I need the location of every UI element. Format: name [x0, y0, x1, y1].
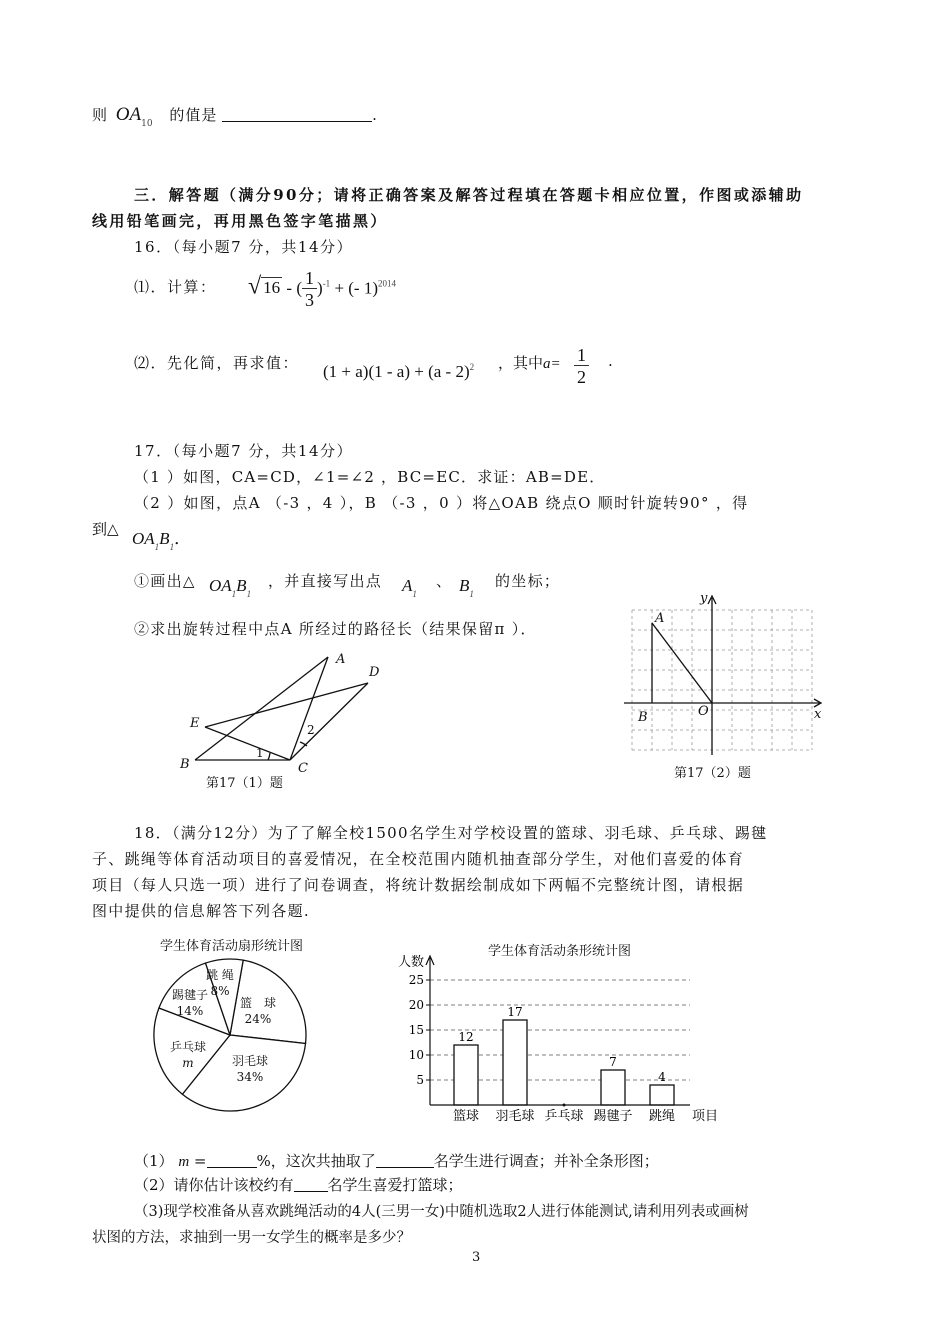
q18-sub2-end: 名学生喜爱打篮球；: [327, 1176, 463, 1194]
segment-ba: [195, 657, 328, 760]
q18-sub2-prefix: （2）请你估计该校约有: [134, 1176, 294, 1194]
q16-tail: + (- 1): [334, 278, 379, 298]
bar-ytick-label-3: 20: [408, 998, 424, 1012]
q17-point-b1: $B_1$: [459, 576, 474, 599]
q17-task2: ②求出旋转过程中点A 所经过的路径长（结果保留π ）．: [134, 620, 537, 638]
q17-point-a1: $A_1$: [402, 576, 417, 599]
q15-var: OA: [115, 104, 142, 125]
q18-sub1: [134, 1150, 659, 1171]
q16-part1-label: ⑴．计算：: [134, 278, 217, 296]
q17-part2: （2 ）如图，点A （-3 ，4 ），B （-3 ，0 ）将△OAB 绕点O 顺时针旋转90° ，得: [134, 494, 749, 512]
grid: [632, 610, 812, 750]
q17-task1: [134, 570, 196, 591]
bar-value-label-4: 4: [658, 1070, 666, 1084]
q16-sqrt-value: 16: [263, 278, 281, 298]
bar-ytick-label-1: 10: [408, 1048, 424, 1062]
bar-1: [503, 1020, 527, 1105]
angle-1-arc: [268, 753, 270, 760]
figure-17-2: [620, 590, 830, 760]
bar-chart-title: 学生体育活动条形统计图: [488, 944, 632, 959]
label-c: C: [298, 761, 308, 776]
q16-part2-condition: [498, 352, 561, 373]
pie-chart-title: 学生体育活动扇形统计图: [160, 939, 304, 954]
triangle-ao: [652, 623, 712, 703]
bar-ytick-label-0: 5: [416, 1073, 424, 1087]
bar-value-label-1: 17: [507, 1005, 523, 1019]
section3-title-cont: 线用铅笔画完，再用黑色签字笔描黑）: [92, 212, 388, 230]
segment-ec: [205, 727, 290, 760]
q18-total-blank[interactable]: [376, 1153, 434, 1168]
pie-label-0: 篮 球: [239, 996, 277, 1010]
q17-task1-tri: $OA_1B_1$: [209, 576, 252, 599]
label-d: D: [369, 665, 380, 680]
q18-sub1-var: m: [178, 1154, 190, 1170]
q18-line4: 图中提供的信息解答下列各题.: [92, 902, 310, 920]
bar-category-4: 跳绳: [648, 1109, 676, 1124]
q18-line2: 子、跳绳等体育活动项目的喜爱情况，在全校范围内随机抽查部分学生，对他们喜爱的体育: [92, 850, 745, 868]
bar-ylabel: 人数: [398, 955, 425, 970]
label-angle-1: 1: [256, 746, 264, 760]
q18-sub2: [134, 1174, 463, 1195]
page-number: 3: [472, 1250, 481, 1265]
bar-xlabel: 项目: [692, 1109, 719, 1124]
q18-line1: 18．（满分12分）为了了解全校1500名学生对学校设置的篮球、羽毛球、乒乓球、踢毽: [134, 824, 768, 842]
q17-task1-mid: ，并直接写出点: [268, 572, 383, 590]
bar-ytick-label-2: 15: [408, 1023, 424, 1037]
segment-dc: [290, 683, 368, 760]
q16-part2-label: ⑵．先化简，再求值：: [134, 354, 300, 372]
bar-category-0: 篮球: [452, 1109, 480, 1124]
bar-value-label-3: 7: [609, 1055, 617, 1069]
q17-tri-name: $OA_1B_1$．: [132, 529, 192, 552]
bar-3: [601, 1070, 625, 1105]
bar-0: [454, 1045, 478, 1105]
figure-17-2-caption: 第17（2）题: [674, 766, 751, 781]
pie-label-3: 踢毽子: [171, 988, 209, 1002]
pie-chart: [150, 955, 320, 1125]
q18-sub1-mid: %，这次共抽取了: [256, 1152, 376, 1170]
bar-chart: [390, 940, 730, 1130]
q17-task1-prefix: ①画出△: [134, 572, 196, 590]
q16-frac-half: $\frac{1}{2}$: [574, 345, 589, 388]
grid-label-o: O: [698, 704, 709, 719]
q18-line3: 项目（每人只选一项）进行了问卷调查，将统计数据绘制成如下两幅不完整统计图，请根据: [92, 876, 745, 894]
bar-category-1: 羽毛球: [495, 1109, 535, 1124]
q16-expr: (1 + a)(1 - a) + (a - 2): [323, 362, 470, 381]
q15-prefix: 则: [92, 106, 108, 124]
section3-title: 三．解答题（满分90分；请将正确答案及解答过程填在答题卡相应位置，作图或添辅助: [134, 186, 804, 204]
bar-category-3: 踢毽子: [593, 1109, 633, 1124]
q18-basketball-blank[interactable]: [294, 1177, 328, 1192]
q17-task1-end: 的坐标；: [495, 572, 561, 590]
q16-exp: -1: [322, 278, 331, 289]
q16-cond-var: a=: [543, 356, 561, 372]
q16-frac-third: $\frac{1}{3}$: [302, 268, 317, 311]
sqrt-sign-icon: √: [248, 273, 262, 300]
bar-ytick-label-4: 25: [408, 973, 424, 987]
q16-minus: -: [286, 278, 293, 298]
q16-cond-text: ，其中: [498, 354, 544, 372]
pie-label-4: 跳 绳: [206, 968, 234, 982]
q17-heading: 17．（每小题7 分，共14分）: [134, 442, 353, 460]
figure-17-1-caption: 第17（1）题: [206, 776, 283, 791]
q18-sub3-line2: 状图的方法，求抽到一男一女学生的概率是多少？: [92, 1230, 411, 1246]
bar-4: [650, 1085, 674, 1105]
q16-heading: 16．（每小题7 分，共14分）: [134, 238, 353, 256]
q15-answer-line: [92, 104, 377, 129]
q18-m-blank[interactable]: [207, 1153, 257, 1168]
q17-part1: （1 ）如图，CA=CD，∠1=∠2 ，BC=EC．求证：AB=DE．: [134, 468, 606, 486]
q17-sep: 、: [436, 572, 452, 590]
q16-part1-expression: √ 16 - ( $\frac{1}{3}$ )$^{-1}$ + (- 1)$^{2014}$: [248, 268, 397, 310]
label-angle-2: 2: [307, 723, 315, 737]
q15-end: .: [372, 106, 377, 124]
q17-part2-cont: [92, 518, 119, 539]
pie-label-2: 乒乓球: [169, 1040, 207, 1054]
figure-17-1: [170, 645, 400, 790]
pie-label-1: 羽毛球: [231, 1054, 269, 1068]
label-a: A: [336, 652, 346, 667]
bar-category-2: 乒乓球: [544, 1109, 584, 1124]
grid-label-x: x: [814, 707, 822, 722]
q16-expr-exp: 2: [469, 362, 475, 372]
label-e: E: [190, 716, 200, 731]
q18-sub1-eq: =: [189, 1152, 207, 1170]
q15-suffix: 的值是: [169, 106, 218, 124]
pie-value-3: 14%: [176, 1004, 204, 1018]
grid-label-y: y: [700, 591, 708, 606]
q18-sub1-end: 名学生进行调查；并补全条形图；: [433, 1152, 659, 1170]
grid-label-a: A: [655, 611, 665, 626]
q17-tri-prefix: 到△: [92, 520, 119, 538]
pie-value-0: 24%: [244, 1012, 272, 1026]
pie-value-4: 8%: [210, 984, 230, 998]
q18-sub3-line1: （3)现学校准备从喜欢跳绳活动的4人(三男一女)中随机选取2人进行体能测试,请利用列表或画树: [134, 1204, 749, 1220]
pie-value-1: 34%: [236, 1070, 264, 1084]
q18-sub1-prefix: （1）: [134, 1152, 179, 1170]
label-b: B: [180, 757, 190, 772]
q16-exp2: 2014: [378, 278, 397, 289]
q16-end: .: [608, 352, 613, 370]
q15-var-sub: 10: [141, 119, 153, 129]
q15-blank[interactable]: [222, 107, 372, 122]
q16-part2-expression: [323, 362, 474, 382]
pie-value-2: m: [182, 1056, 194, 1070]
bar-value-label-0: 12: [458, 1030, 474, 1044]
grid-label-b: B: [638, 710, 648, 725]
